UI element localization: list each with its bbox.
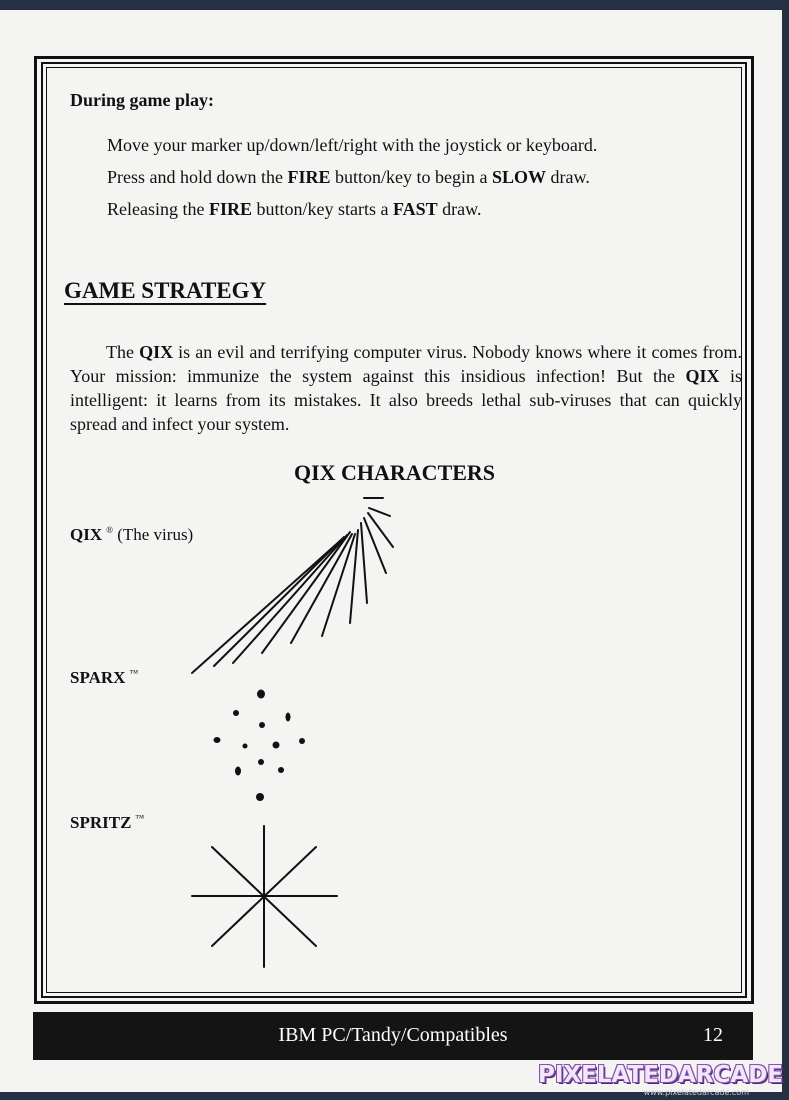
emphasis-text: FAST — [392, 199, 438, 219]
text-run: draw. — [546, 167, 590, 187]
text-run: The — [106, 342, 140, 362]
sparx-name: SPARX — [70, 668, 126, 687]
text-run: is an evil and terrifying computer virus. Nobody knows where it comes from. Your mission: immunize the system against this insidious infection! But the — [70, 342, 743, 386]
spritz-name: SPRITZ — [70, 813, 132, 832]
emphasis-text: QIX — [139, 342, 174, 362]
emphasis-text: SLOW — [491, 167, 547, 187]
text-run: button/key starts a — [252, 199, 393, 219]
during-play-heading: During game play: — [70, 90, 214, 110]
spritz-trademark: ™ — [135, 813, 145, 824]
qix-name: QIX — [70, 525, 103, 544]
spritz-illustration — [192, 826, 337, 967]
watermark-url: www.pixelatedarcade.com — [643, 1088, 749, 1097]
text-run: is intelligent: it learns from its mistakes. It also breeds lethal sub-viruses that can quickly spread and infect your system. — [70, 366, 742, 434]
qix-illustration — [192, 498, 393, 673]
emphasis-text: FIRE — [208, 199, 252, 219]
character-illustrations — [0, 10, 782, 1092]
emphasis-text: QIX — [685, 366, 720, 386]
watermark-logo: PIXELATEDARCADE — [537, 1062, 783, 1088]
qix-description: (The virus) — [117, 525, 194, 544]
qix-characters-title: QIX CHARACTERS — [293, 460, 496, 485]
text-run: Releasing the — [107, 199, 209, 219]
qix-registered-mark: ® — [106, 525, 113, 536]
text-run: button/key to begin a — [330, 167, 492, 187]
sparx-trademark: ™ — [129, 668, 139, 679]
text-run: Move your marker up/down/left/right with the joystick or keyboard. — [107, 135, 598, 155]
footer-platform-text: IBM PC/Tandy/Compatibles — [278, 1024, 508, 1046]
sparx-illustration — [214, 690, 306, 802]
page-number: 12 — [703, 1024, 723, 1046]
text-run: draw. — [437, 199, 482, 219]
manual-page — [0, 10, 782, 1092]
text-run: Press and hold down the — [107, 167, 288, 187]
game-strategy-title: GAME STRATEGY — [64, 278, 267, 303]
footer-bar — [33, 1012, 753, 1060]
emphasis-text: FIRE — [287, 167, 331, 187]
